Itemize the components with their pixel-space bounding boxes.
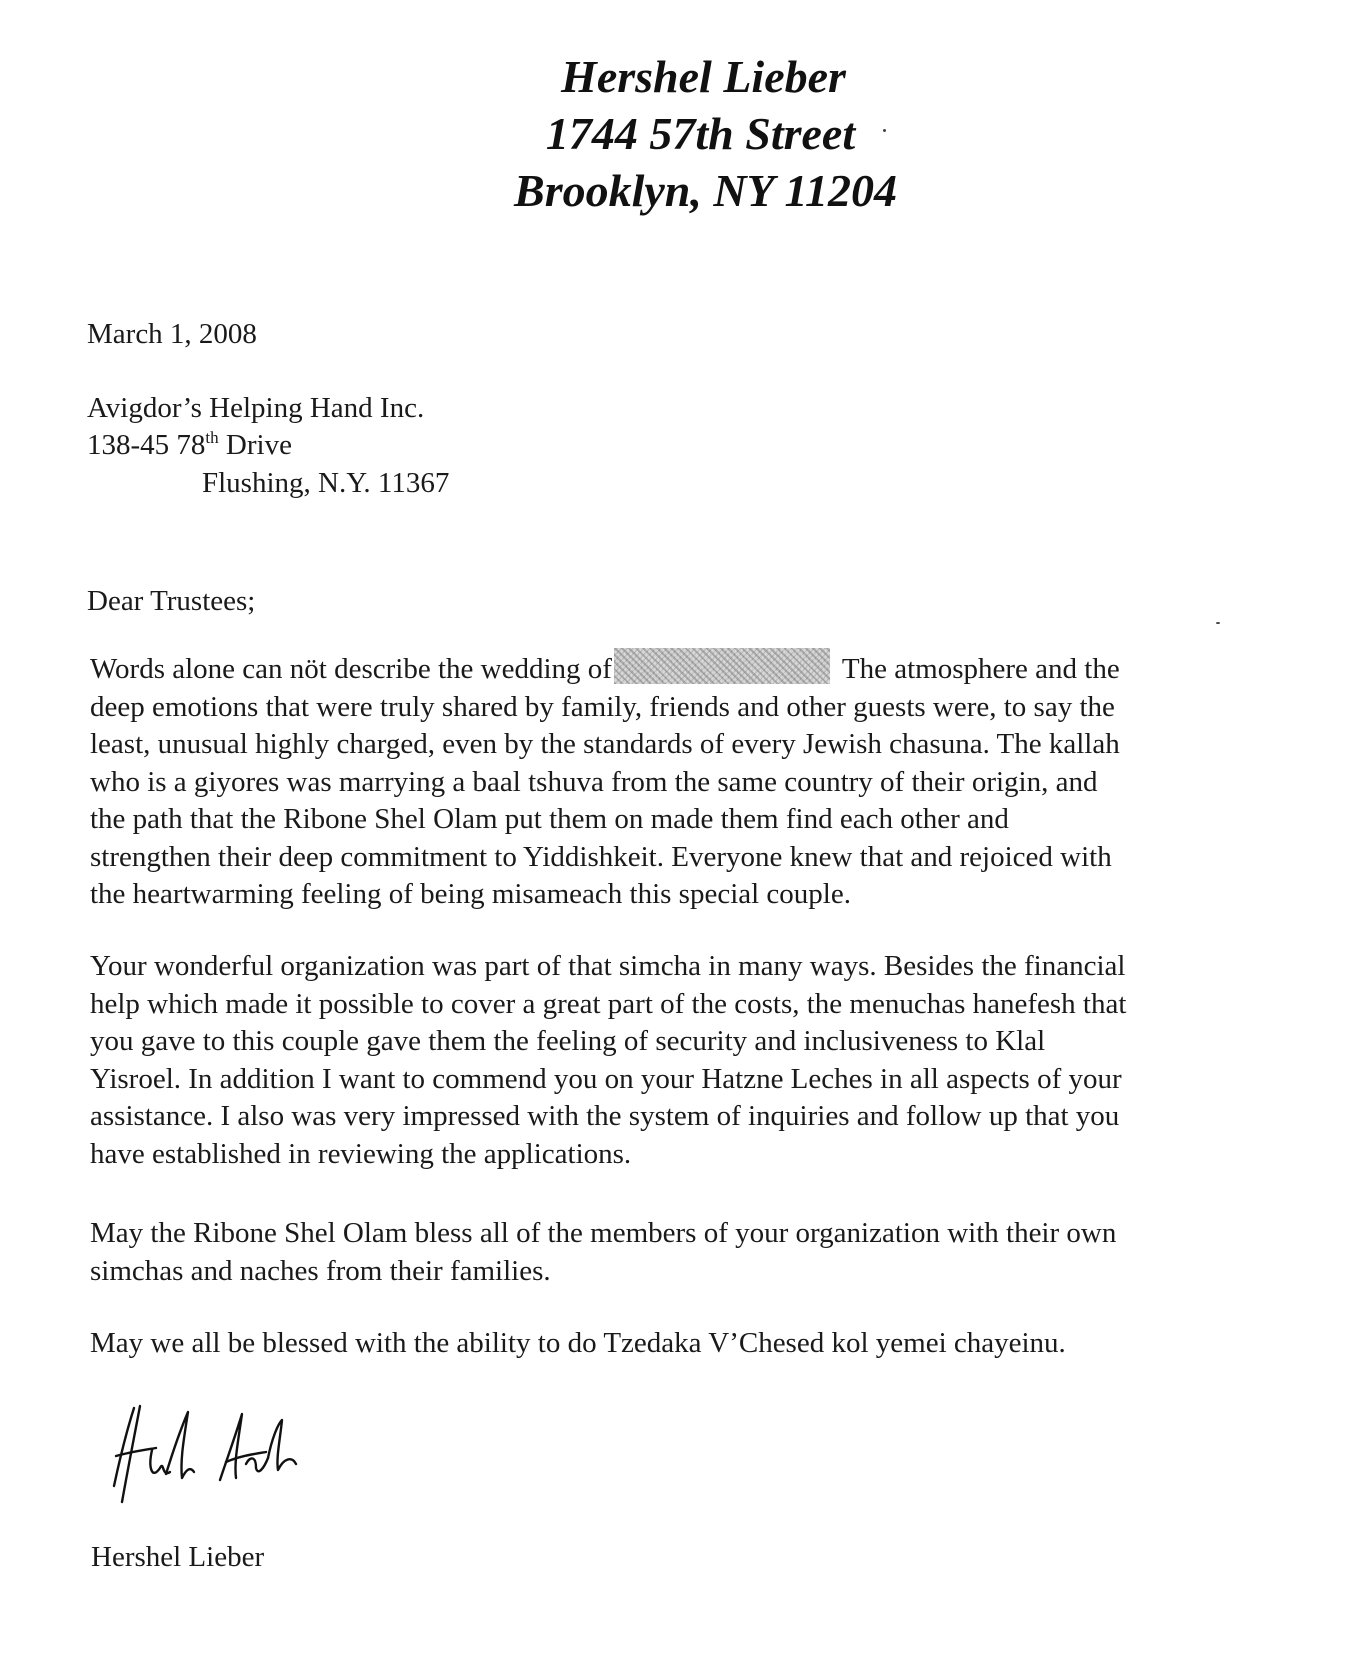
recipient-street-name: Drive [218,429,292,461]
salutation: Dear Trustees; [87,585,256,617]
paragraph-line: have established in reviewing the applications. [90,1137,632,1170]
letterhead-street: 1744 57th Street [545,108,856,159]
signature-stroke [246,1458,268,1471]
letterhead [0,48,1371,219]
scan-speck [883,129,886,132]
paragraph-line: May the Ribone Shel Olam bless all of the members of your organization with their own [90,1217,1117,1249]
paragraph-line: the path that the Ribone Shel Olam put them on made them find each other and [90,803,1009,835]
signature-stroke [220,1414,242,1480]
paragraph-line: simchas and naches from their families. [90,1254,551,1287]
paragraph-line: assistance. I also was very impressed with the system of inquiries and follow up that you [90,1100,1120,1132]
recipient-street [87,426,292,464]
paragraph-1 [90,648,1330,914]
paragraph-4 [90,1325,1330,1363]
paragraph-line: help which made it possible to cover a great part of the costs, the menuchas hanefesh that [90,987,1127,1020]
paragraph-line: May we all be blessed with the ability to do Tzedaka V’Chesed kol yemei chayeinu. [90,1327,1066,1359]
paragraph-line: the heartwarming feeling of being misameach this special couple. [90,878,851,910]
letterhead-city: Brooklyn, NY 11204 [514,165,897,216]
redacted-name-block [614,648,830,684]
paragraph-line: deep emotions that were truly shared by family, friends and other guests were, to say the [90,690,1115,723]
paragraph-3 [90,1215,1330,1290]
letterhead-name: Hershel Lieber [561,51,846,102]
paragraph-line: least, unusual highly charged, even by the standards of every Jewish chasuna. The kallah [90,728,1120,760]
paragraph-line: you gave to this couple gave them the feeling of security and inclusiveness to Klal [90,1025,1046,1057]
recipient-city: Flushing, N.Y. 11367 [202,467,450,499]
paragraph-line: strengthen their deep commitment to Yiddishkeit. Everyone knew that and rejoiced with [90,840,1112,873]
scan-speck [1216,622,1220,624]
letter-date: March 1, 2008 [87,318,257,350]
recipient-street-suffix: th [205,428,219,447]
handwritten-signature [100,1398,310,1508]
signature-stroke [226,1452,266,1462]
paragraph-2 [90,948,1330,1173]
paragraph-1-opening: Words alone can nöt describe the wedding of [90,653,612,685]
paragraph-line: who is a giyores was marrying a baal tshuva from the same country of their origin, and [90,765,1098,798]
recipient-street-number: 138-45 78 [87,429,206,461]
signer-name: Hershel Lieber [91,1541,265,1573]
paragraph-1-continuation: The atmosphere and the [841,653,1120,685]
signature-stroke [268,1420,296,1470]
recipient-name: Avigdor’s Helping Hand Inc. [87,392,425,424]
paragraph-line: Yisroel. In addition I want to commend you on your Hatzne Leches in all aspects of your [90,1062,1122,1095]
signature-stroke [166,1412,194,1478]
paragraph-line: Your wonderful organization was part of that simcha in many ways. Besides the financial [90,950,1126,982]
paragraph-line [90,648,1330,689]
